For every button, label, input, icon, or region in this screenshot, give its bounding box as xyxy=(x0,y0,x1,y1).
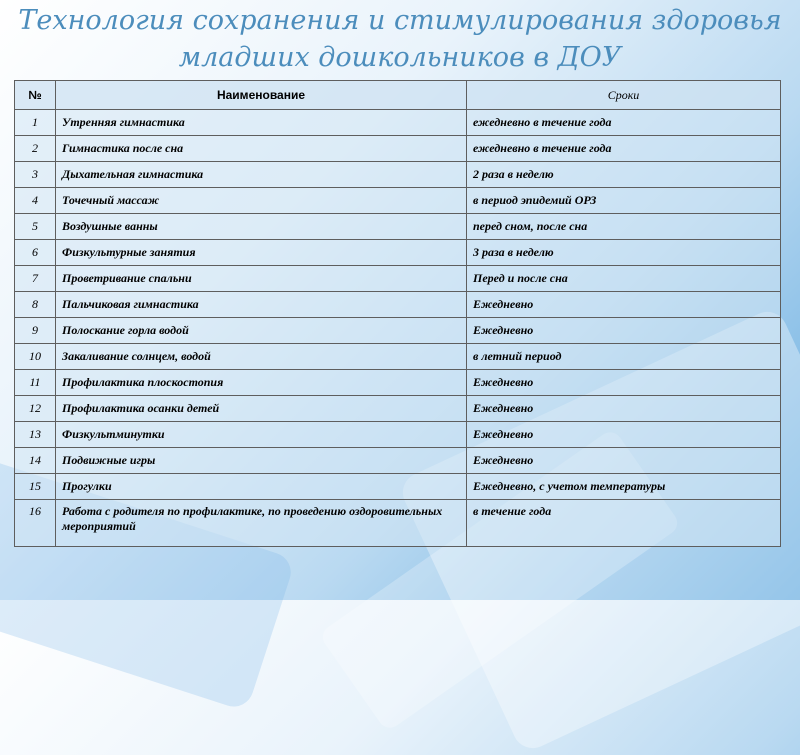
row-number: 3 xyxy=(15,162,56,188)
activity-term: Ежедневно xyxy=(467,292,781,318)
row-number: 4 xyxy=(15,188,56,214)
row-number: 14 xyxy=(15,448,56,474)
table-row xyxy=(15,110,781,136)
table-row xyxy=(15,344,781,370)
row-number: 2 xyxy=(15,136,56,162)
row-number: 11 xyxy=(15,370,56,396)
table-row xyxy=(15,188,781,214)
row-number: 8 xyxy=(15,292,56,318)
row-number: 6 xyxy=(15,240,56,266)
table-row xyxy=(15,136,781,162)
row-number: 13 xyxy=(15,422,56,448)
activity-term: ежедневно в течение года xyxy=(467,110,781,136)
table-row xyxy=(15,266,781,292)
slide-title-line-2: младших дошкольников в ДОУ xyxy=(178,42,622,73)
row-number: 16 xyxy=(15,500,56,547)
activity-name: Дыхательная гимнастика xyxy=(56,162,467,188)
table-body xyxy=(15,110,781,547)
slide-title-line-1: Технология сохранения и стимулирования здоровья xyxy=(18,5,782,36)
table-row xyxy=(15,474,781,500)
activity-term: 2 раза в неделю xyxy=(467,162,781,188)
activity-name: Точечный массаж xyxy=(56,188,467,214)
activity-term: Ежедневно xyxy=(467,396,781,422)
header-number: № xyxy=(15,81,56,110)
activity-name: Работа с родителя по профилактике, по проведению оздоровительных мероприятий xyxy=(56,500,467,547)
activity-term: перед сном, после сна xyxy=(467,214,781,240)
table-row xyxy=(15,500,781,547)
activity-name: Проветривание спальни xyxy=(56,266,467,292)
table-row xyxy=(15,292,781,318)
row-number: 7 xyxy=(15,266,56,292)
activity-term: Ежедневно xyxy=(467,448,781,474)
activity-name: Закаливание солнцем, водой xyxy=(56,344,467,370)
activity-term: 3 раза в неделю xyxy=(467,240,781,266)
activity-term: в период эпидемий ОРЗ xyxy=(467,188,781,214)
activity-name: Физкультминутки xyxy=(56,422,467,448)
activity-name: Полоскание горла водой xyxy=(56,318,467,344)
table-row xyxy=(15,240,781,266)
activity-term: в летний период xyxy=(467,344,781,370)
row-number: 10 xyxy=(15,344,56,370)
table-row xyxy=(15,422,781,448)
activity-name: Прогулки xyxy=(56,474,467,500)
table-row xyxy=(15,396,781,422)
table-row xyxy=(15,448,781,474)
activity-name: Профилактика осанки детей xyxy=(56,396,467,422)
row-number: 12 xyxy=(15,396,56,422)
activity-name: Профилактика плоскостопия xyxy=(56,370,467,396)
row-number: 15 xyxy=(15,474,56,500)
activity-name: Гимнастика после сна xyxy=(56,136,467,162)
row-number: 5 xyxy=(15,214,56,240)
activity-name: Пальчиковая гимнастика xyxy=(56,292,467,318)
activity-term: ежедневно в течение года xyxy=(467,136,781,162)
row-number: 9 xyxy=(15,318,56,344)
activity-term: Ежедневно xyxy=(467,370,781,396)
header-term: Сроки xyxy=(467,81,781,110)
row-number: 1 xyxy=(15,110,56,136)
health-activities-table xyxy=(14,80,781,547)
table-row xyxy=(15,162,781,188)
slide-title xyxy=(0,2,800,76)
activity-term: Ежедневно xyxy=(467,422,781,448)
header-name: Наименование xyxy=(56,81,467,110)
activity-name: Утренняя гимнастика xyxy=(56,110,467,136)
activity-term: Ежедневно, с учетом температуры xyxy=(467,474,781,500)
activity-name: Подвижные игры xyxy=(56,448,467,474)
activity-term: Перед и после сна xyxy=(467,266,781,292)
activity-term: в течение года xyxy=(467,500,781,547)
activity-name: Физкультурные занятия xyxy=(56,240,467,266)
activity-name: Воздушные ванны xyxy=(56,214,467,240)
table-header-row xyxy=(15,81,781,110)
table-row xyxy=(15,214,781,240)
table-row xyxy=(15,318,781,344)
activity-term: Ежедневно xyxy=(467,318,781,344)
table-row xyxy=(15,370,781,396)
